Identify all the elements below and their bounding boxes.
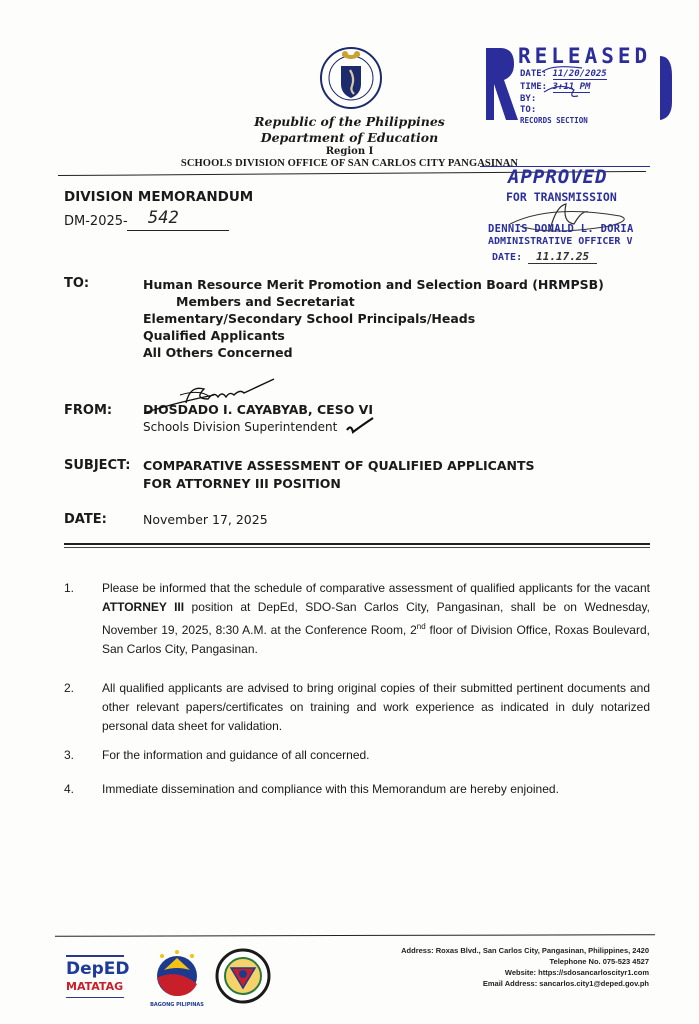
footer-telephone: Telephone No. 075-523 4527 [549, 957, 649, 966]
date-value: November 17, 2025 [143, 512, 268, 527]
memo-number-prefix: DM-2025- [64, 214, 128, 229]
to-recipient: Members and Secretariat [176, 294, 355, 309]
released-stamp [482, 42, 678, 126]
p1-text-a: Please be informed that the schedule of comparative assessment of qualified applicants for the vacant [102, 581, 650, 595]
to-label: TO: [64, 276, 90, 291]
header-region: Region I [325, 146, 374, 157]
footer-email[interactable]: Email Address: sancarlos.city1@deped.gov.ph [482, 979, 649, 988]
from-name: DIOSDADO I. CAYABYAB, CESO VI [143, 402, 374, 417]
from-label: FROM: [64, 403, 113, 418]
p1-text-b: position at DepEd, SDO-San Carlos City, Pangasinan, shall be on Wednesday, November 19, 2025, 8:30 A.M. at the Conference Room, 2 [102, 600, 650, 637]
paragraph-2 [64, 679, 650, 736]
released-section: RECORDS SECTION [520, 116, 588, 125]
released-date-label: DATE: [520, 69, 548, 79]
subject-line-2: FOR ATTORNEY III POSITION [143, 476, 341, 491]
released-time-row [520, 82, 590, 92]
bagong-pilipinas-logo [142, 950, 212, 1010]
section-divider [64, 543, 650, 548]
header-republic: Republic of the Philippines [254, 114, 445, 129]
approved-date-row [492, 250, 597, 263]
approved-name: DENNIS DONALD L. DORIA [488, 223, 634, 235]
paragraph-text: Immediate dissemination and compliance with this Memorandum are hereby enjoined. [102, 782, 559, 796]
header-department: Department of Education [260, 130, 439, 145]
to-recipient: Qualified Applicants [143, 328, 285, 343]
approved-title: APPROVED [508, 166, 608, 188]
subject-line-1: COMPARATIVE ASSESSMENT OF QUALIFIED APPLICANTS [143, 458, 535, 473]
paragraph-text [102, 579, 650, 659]
sdo-san-carlos-seal [215, 948, 271, 1004]
subject-label: SUBJECT: [64, 458, 131, 473]
header-office: SCHOOLS DIVISION OFFICE OF SAN CARLOS CITY PANGASINAN [180, 158, 519, 169]
p1-position-bold: ATTORNEY III [102, 600, 185, 614]
memo-number-handwritten: 542 [148, 208, 179, 228]
to-recipient: All Others Concerned [143, 345, 293, 360]
p1-text-c: floor of Division Office, Roxas Boulevard, San Carlos City, Pangasinan. [102, 623, 650, 656]
to-recipient: Elementary/Secondary School Principals/Heads [143, 311, 476, 326]
memo-number-line [127, 230, 229, 231]
paragraph-text: For the information and guidance of all concerned. [102, 748, 370, 762]
paragraph-number: 1. [64, 581, 75, 595]
paragraph-number: 4. [64, 782, 75, 796]
approved-date-value: 11.17.25 [528, 250, 597, 264]
bagong-wordmark: BAGONG PILIPINAS [150, 1002, 204, 1008]
paragraph-3 [64, 746, 650, 765]
released-date-value: 11/20/2025 [552, 69, 607, 79]
approved-position: ADMINISTRATIVE OFFICER V [488, 236, 633, 247]
paragraph-number: 2. [64, 681, 75, 695]
approved-date-label: DATE: [492, 252, 523, 263]
footer-website[interactable]: Website: https://sdosancarloscityr1.com [504, 968, 649, 977]
released-time-value: 3:11 PM [552, 82, 591, 92]
from-position: Schools Division Superintendent [143, 420, 338, 434]
paragraph-4 [64, 780, 650, 799]
released-to-label: TO: [520, 105, 537, 115]
released-by-label: BY: [520, 94, 537, 104]
paragraph-text: All qualified applicants are advised to bring original copies of their submitted pertinent documents and other relevant papers/certificates on training and work experience as indicated in duly notarized personal data sheet for validation. [102, 681, 650, 733]
p1-superscript: nd [416, 622, 426, 631]
to-recipient: Human Resource Merit Promotion and Selection Board (HRMPSB) [143, 277, 604, 292]
paragraph-number: 3. [64, 748, 75, 762]
approved-subtitle: FOR TRANSMISSION [506, 190, 617, 204]
deped-wordmark: DepED [66, 959, 130, 979]
released-date-row [520, 69, 607, 79]
released-title: RELEASED [518, 44, 652, 68]
initial-checkmark [345, 416, 375, 434]
deped-matatag-logo [66, 955, 128, 1010]
released-time-label: TIME: [520, 82, 548, 92]
superintendent-signature [140, 377, 300, 422]
memo-title: DIVISION MEMORANDUM [64, 189, 254, 205]
matatag-wordmark: MATATAG [66, 980, 124, 993]
date-label: DATE: [64, 512, 107, 527]
approved-stamp [470, 160, 670, 275]
footer-address: Address: Roxas Blvd., San Carlos City, Pangasinan, Philippines, 2420 [401, 946, 649, 955]
footer-divider [55, 934, 655, 937]
deped-seal-logo [312, 42, 390, 120]
paragraph-1 [64, 579, 650, 659]
